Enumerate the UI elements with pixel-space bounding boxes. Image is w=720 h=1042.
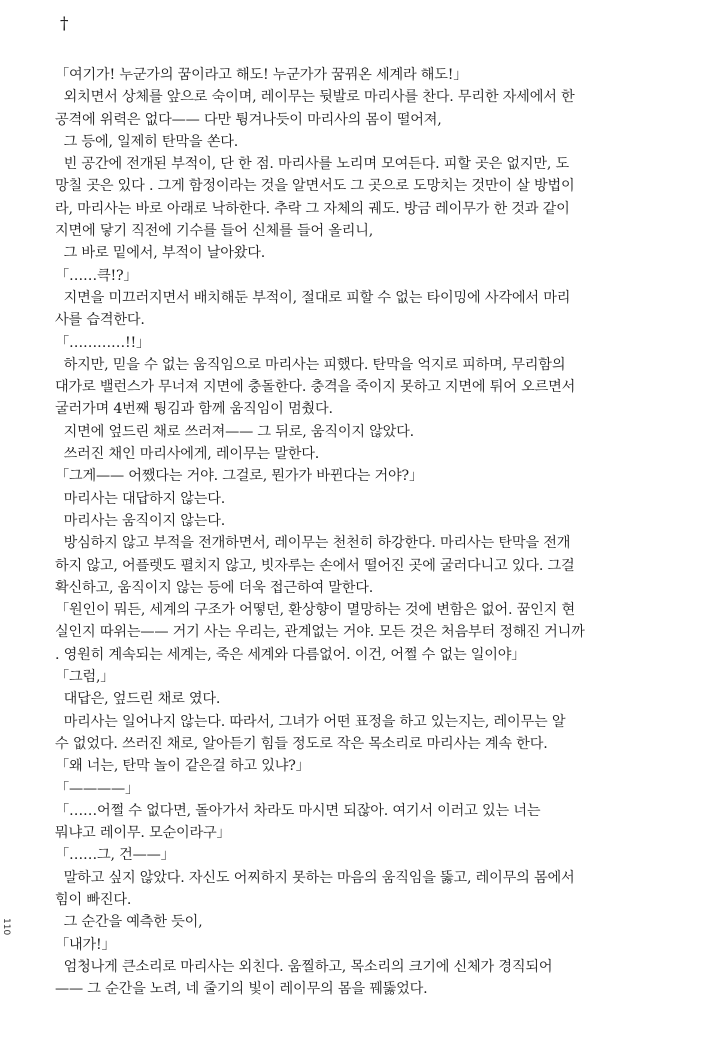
text-line: 실인지 따위는—— 거기 사는 우리는, 관계없는 거야. 모든 것은 처음부터 정해진 거니까 bbox=[55, 624, 585, 641]
text-line: 망칠 곳은 있다 . 그게 함정이라는 것을 알면서도 그 곳으로 도망치는 것만이 살 방법이 bbox=[55, 178, 575, 195]
text-line: 마리사는 움직이지 않는다. bbox=[55, 512, 226, 529]
body-text bbox=[55, 64, 669, 1000]
text-line: 빈 공간에 전개된 부적이, 단 한 점. 마리사를 노리며 모여든다. 피할 곳은 없지만, 도 bbox=[55, 156, 570, 173]
text-line: 사를 습격한다. bbox=[55, 312, 145, 329]
text-line: 외치면서 상체를 앞으로 숙이며, 레이무는 뒷발로 마리사를 찬다. 무리한 자세에서 한 bbox=[55, 89, 575, 106]
text-line: 「여기가! 누군가의 꿈이라고 해도! 누군가가 꿈꿔온 세계라 해도!」 bbox=[55, 67, 468, 83]
text-line: 「……큭!?」 bbox=[55, 267, 138, 284]
text-line: 지면에 엎드린 채로 쓰러져—— 그 뒤로, 움직이지 않았다. bbox=[55, 423, 414, 440]
text-line: 마리사는 대답하지 않는다. bbox=[55, 490, 226, 507]
text-line: 뭐냐고 레이무. 모순이라구」 bbox=[55, 825, 231, 842]
text-line: 수 없었다. 쓰러진 채로, 알아듣기 힘들 정도로 작은 목소리로 마리사는 계속 한다. bbox=[55, 735, 548, 752]
text-line: 그 등에, 일제히 탄막을 쏜다. bbox=[55, 133, 239, 150]
cross-mark: † bbox=[60, 14, 69, 34]
text-line: 말하고 싶지 않았다. 자신도 어찌하지 못하는 마음의 움직임을 뚫고, 레이무의 몸에서 bbox=[55, 869, 575, 886]
text-line: 대답은, 엎드린 채로 였다. bbox=[55, 691, 221, 708]
text-line: 「————」 bbox=[55, 780, 139, 797]
page-number-margin: 110 bbox=[1, 918, 11, 936]
text-line: 방심하지 않고 부적을 전개하면서, 레이무는 천천히 하강한다. 마리사는 탄막을 전개 bbox=[55, 535, 571, 552]
text-line: 하지만, 믿을 수 없는 움직임으로 마리사는 피했다. 탄막을 억지로 피하며, 무리함의 bbox=[55, 356, 566, 373]
text-line: 「……그, 건——」 bbox=[55, 847, 175, 864]
text-line: 「…………!!」 bbox=[55, 334, 150, 351]
text-line: 쓰러진 채인 마리사에게, 레이무는 말한다. bbox=[55, 446, 320, 463]
text-line: 공격에 위력은 없다—— 다만 튕겨나듯이 마리사의 몸이 떨어져, bbox=[55, 111, 442, 128]
text-line: 하지 않고, 어플렛도 펼치지 않고, 빗자루는 손에서 떨어진 곳에 굴러다니고 있다. 그걸 bbox=[55, 557, 575, 574]
text-line: 지면을 미끄러지면서 배치해둔 부적이, 절대로 피할 수 없는 타이밍에 사각에서 마리 bbox=[55, 289, 571, 306]
text-line: 대가로 밸런스가 무너져 지면에 충돌한다. 충격을 죽이지 못하고 지면에 튀어 오르면서 bbox=[55, 379, 576, 396]
text-line: 힘이 빠진다. bbox=[55, 891, 132, 908]
text-line: 굴러가며 4번째 튕김과 함께 움직임이 멈췄다. bbox=[55, 401, 333, 418]
text-line: 라, 마리사는 바로 아래로 낙하한다. 추락 그 자체의 궤도. 방금 레이무가 한 것과 같이 bbox=[55, 200, 570, 217]
text-line: 「그럼,」 bbox=[55, 669, 115, 686]
text-line: 그 순간을 예측한 듯이, bbox=[55, 914, 203, 931]
text-line: —— 그 순간을 노려, 네 줄기의 빛이 레이무의 몸을 꿰뚫었다. bbox=[55, 981, 428, 998]
text-line: 「원인이 뭐든, 세계의 구조가 어떻던, 환상향이 멸망하는 것에 변함은 없어. 꿈인지 현 bbox=[55, 602, 575, 619]
text-line: 「내가!」 bbox=[55, 936, 116, 953]
text-line: 「그게—— 어쨌다는 거야. 그걸로, 뭔가가 바뀐다는 거야?」 bbox=[55, 468, 423, 485]
text-line: 확신하고, 움직이지 않는 등에 더욱 접근하여 말한다. bbox=[55, 579, 374, 596]
text-line: 지면에 닿기 직전에 기수를 들어 신체를 들어 올리니, bbox=[55, 223, 374, 240]
text-line: 엄청나게 큰소리로 마리사는 외친다. 움찔하고, 목소리의 크기에 신체가 경직되어 bbox=[55, 958, 553, 975]
text-line: 「왜 너는, 탄막 놀이 같은걸 하고 있냐?」 bbox=[55, 758, 310, 775]
text-line: 「……어쩔 수 없다면, 돌아가서 차라도 마시면 되잖아. 여기서 이러고 있는 너는 bbox=[55, 802, 541, 819]
text-line: 마리사는 일어나지 않는다. 따라서, 그녀가 어떤 표정을 하고 있는지는, 레이무는 알 bbox=[55, 713, 566, 730]
text-line: . 영원히 계속되는 세계는, 죽은 세계와 다름없어. 이건, 어쩔 수 없는 일이야」 bbox=[55, 646, 526, 663]
text-line: 그 바로 밑에서, 부적이 날아왔다. bbox=[55, 245, 266, 262]
